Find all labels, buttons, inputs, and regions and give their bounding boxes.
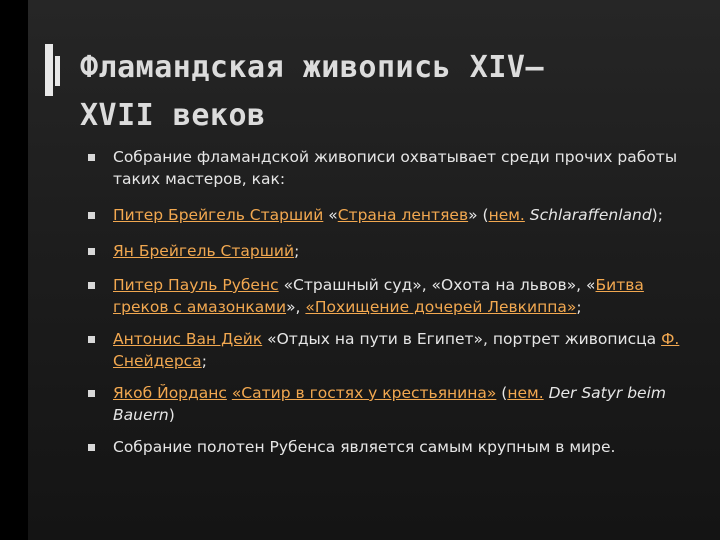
slide-title: [80, 44, 700, 140]
list-item: [0, 436, 720, 458]
inline-link[interactable]: Питер Брейгель Старший: [113, 206, 324, 224]
list-item: [0, 204, 720, 226]
item-text: ): [168, 406, 175, 424]
item-text: «Отдых на пути в Египет», портрет живописца: [262, 330, 662, 348]
bullet-list: [0, 146, 720, 458]
inline-link[interactable]: Страна лентяев: [337, 206, 469, 224]
list-item: [0, 274, 720, 318]
list-item: [0, 146, 720, 190]
list-item: [0, 328, 720, 372]
title-line-2: XVII веков: [80, 98, 266, 133]
inline-link[interactable]: «Сатир в гостях у крестьянина»: [231, 384, 497, 402]
item-text: ;: [201, 352, 207, 370]
item-text: );: [651, 206, 663, 224]
title-line-1: Фламандская живопись XIV—: [80, 50, 545, 85]
item-text: Собрание фламандской живописи охватывает среди прочих работы таких мастеров, как:: [113, 148, 678, 188]
bullet-square-icon: [88, 248, 95, 255]
bullet-square-icon: [88, 282, 95, 289]
inline-link[interactable]: нем.: [488, 206, 525, 224]
decorative-bar-left: [45, 44, 53, 96]
inline-link[interactable]: Ян Брейгель Старший: [113, 242, 295, 260]
inline-link[interactable]: нем.: [507, 384, 544, 402]
item-text: »,: [286, 298, 306, 316]
italic-text: Schlaraffenland: [529, 206, 652, 224]
bullet-square-icon: [88, 336, 95, 343]
bullet-square-icon: [88, 212, 95, 219]
inline-link[interactable]: «Похищение дочерей Левкиппа»: [305, 298, 577, 316]
item-text: Собрание полотен Рубенса является самым крупным в мире.: [113, 438, 616, 456]
item-text: ;: [576, 298, 582, 316]
inline-link[interactable]: Питер Пауль Рубенс: [113, 276, 279, 294]
item-text: (: [496, 384, 508, 402]
inline-link[interactable]: Ф. Снейдерса: [113, 330, 680, 370]
list-item: [0, 240, 720, 262]
decorative-bar-right: [55, 56, 60, 86]
item-text: » (: [468, 206, 489, 224]
bullet-square-icon: [88, 444, 95, 451]
item-text: ;: [294, 242, 300, 260]
item-text: «Страшный суд», «Охота на львов», «: [278, 276, 596, 294]
italic-text: Der Satyr beim Bauern: [113, 384, 667, 424]
inline-link[interactable]: Битва греков с амазонками: [113, 276, 644, 316]
item-text: «: [323, 206, 338, 224]
inline-link[interactable]: Якоб Йорданс: [113, 384, 227, 402]
inline-link[interactable]: Антонис Ван Дейк: [113, 330, 263, 348]
bullet-square-icon: [88, 390, 95, 397]
list-item: [0, 382, 720, 426]
bullet-square-icon: [88, 154, 95, 161]
